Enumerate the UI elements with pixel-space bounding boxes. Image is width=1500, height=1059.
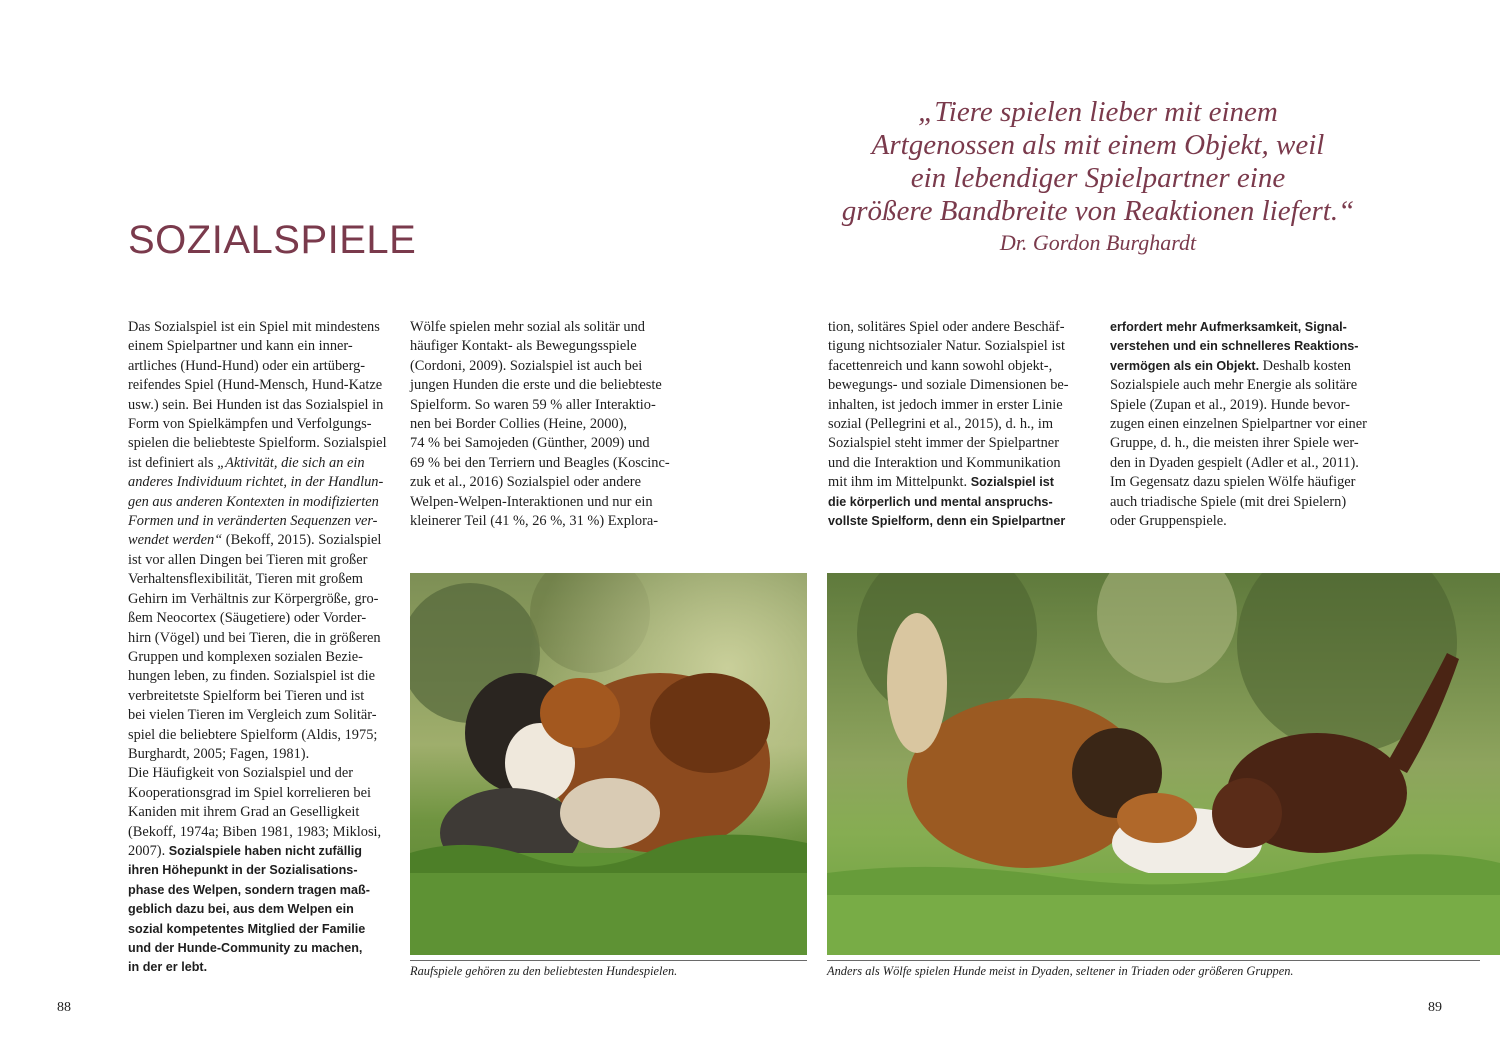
bold-text: geblich dazu bei, aus dem Welpen ein [128, 902, 354, 917]
text-column-4 [1110, 318, 1376, 531]
body-text-line [128, 396, 390, 415]
body-text-line [828, 473, 1090, 492]
body-text-line [828, 454, 1090, 473]
body-text-line [1110, 473, 1376, 492]
text: tion, solitäres Spiel oder andere Beschäf- [828, 319, 1065, 335]
text: Spielform. So waren 59 % aller Interaktio- [410, 396, 656, 413]
body-text-line [128, 415, 390, 434]
text: Gruppen und komplexen sozialen Bezie- [128, 648, 363, 665]
bold-text: phase des Welpen, sondern tragen maß- [128, 882, 370, 897]
body-text-line [410, 512, 672, 531]
text: Spiele (Zupan et al., 2019). Hunde bevor- [1110, 396, 1350, 413]
text: (Cordoni, 2009). Sozialspiel ist auch bei [410, 357, 643, 374]
text: bewegungs- und soziale Dimensionen be- [828, 377, 1069, 394]
body-text-line [128, 590, 390, 609]
text: Deshalb kosten [1259, 357, 1352, 374]
body-text-line [128, 609, 390, 628]
text: oder Gruppenspiele. [1110, 513, 1227, 530]
italic-text: „Aktivität, die sich an ein [217, 454, 365, 471]
body-text-line [128, 842, 390, 861]
text: Verhaltensflexibilität, Tieren mit großem [128, 571, 364, 588]
body-text-line [128, 881, 390, 900]
body-text-line [128, 900, 390, 919]
body-text-line [128, 920, 390, 939]
text: Welpen-Welpen-Interaktionen und nur ein [410, 493, 653, 510]
body-text-line [1110, 454, 1376, 473]
quote-text [818, 96, 1378, 228]
body-text-line [128, 551, 390, 570]
text: häufiger Kontakt- als Bewegungsspiele [410, 338, 637, 355]
bold-text: Sozialspiele haben nicht zufällig [168, 843, 362, 858]
body-text-line [828, 493, 1090, 512]
body-text-line [128, 764, 390, 783]
text: hungen leben, zu finden. Sozialspiel ist die [128, 668, 375, 685]
text: (Bekoff, 2015). Sozialspiel [222, 532, 382, 549]
body-text-line [128, 939, 390, 958]
body-text-line [1110, 512, 1376, 531]
text: jungen Hunden die erste und die beliebteste [410, 377, 662, 394]
body-text-line [128, 687, 390, 706]
text: Sozialspiel steht immer der Spielpartner [828, 435, 1059, 452]
text: den in Dyaden gespielt (Adler et al., 2011). [1110, 454, 1359, 471]
text: einem Spielpartner und kann ein inner- [128, 338, 353, 355]
bold-text: die körperlich und mental anspruchs- [828, 494, 1053, 509]
text: 2007). [128, 842, 169, 859]
text: und die Interaktion und Kommunikation [828, 454, 1061, 471]
text: Kaniden mit ihrem Grad an Geselligkeit [128, 804, 360, 821]
body-text-line [128, 531, 390, 550]
italic-text: gen aus anderen Kontexten in modifizierten [128, 493, 379, 510]
body-text-line [128, 357, 390, 376]
body-text-line [128, 337, 390, 356]
text: kleinerer Teil (41 %, 26 %, 31 %) Explora- [410, 513, 659, 530]
body-text-line [128, 512, 390, 531]
text: bei vielen Tieren im Vergleich zum Solitär- [128, 707, 377, 724]
text-column-1 [128, 318, 390, 978]
body-text-line [128, 648, 390, 667]
body-text-line [128, 376, 390, 395]
text: Wölfe spielen mehr sozial als solitär und [410, 319, 645, 335]
text: usw.) sein. Bei Hunden ist das Sozialspiel in [128, 396, 384, 413]
italic-text: Formen und in veränderten Sequenzen ver- [128, 513, 378, 530]
text-column-3 [828, 318, 1090, 531]
body-text-line [128, 454, 390, 473]
body-text-line [828, 415, 1090, 434]
body-text-line [828, 318, 1090, 337]
body-text-line [410, 396, 672, 415]
body-text-line [128, 958, 390, 977]
text: verbreitetste Spielform bei Tieren und ist [128, 687, 365, 704]
text: zugen einen einzelnen Spielpartner vor einer [1110, 416, 1367, 433]
section-title: SOZIALSPIELE [128, 218, 417, 262]
body-text-line [128, 803, 390, 822]
body-text-line [128, 473, 390, 492]
body-text-line [128, 667, 390, 686]
caption-photo-2: Anders als Wölfe spielen Hunde meist in Dyaden, seltener in Triaden oder größeren Gruppen. [827, 964, 1294, 978]
photo-three-dogs-playing [827, 573, 1500, 955]
bold-text: erfordert mehr Aufmerksamkeit, Signal- [1110, 320, 1347, 334]
body-text-line [128, 434, 390, 453]
body-text-line [828, 512, 1090, 531]
body-text-line [128, 861, 390, 880]
bold-text: und der Hunde-Community zu machen, [128, 941, 363, 955]
caption-photo-1: Raufspiele gehören zu den beliebtesten Hundespielen. [410, 964, 678, 978]
quote-line: „Tiere spielen lieber mit einem [918, 96, 1278, 128]
text: reifendes Spiel (Hund-Mensch, Hund-Katze [128, 377, 383, 394]
caption-rule-2 [827, 960, 1480, 961]
photo-dogs-wrestling [410, 573, 807, 955]
text: Kooperationsgrad im Spiel korrelieren bei [128, 784, 371, 801]
text: zuk et al., 2016) Sozialspiel oder andere [410, 474, 641, 491]
body-text-line [1110, 415, 1376, 434]
quote-line: größere Bandbreite von Reaktionen liefert.“ [841, 195, 1355, 227]
body-text-line [1110, 337, 1376, 356]
body-text-line [410, 454, 672, 473]
caption-rule-1 [410, 960, 807, 961]
text: Burghardt, 2005; Fagen, 1981). [128, 745, 310, 762]
bold-text: sozial kompetentes Mitglied der Familie [128, 921, 366, 936]
text: hirn (Vögel) und bei Tieren, die in größeren [128, 629, 381, 646]
text: ist definiert als [128, 454, 218, 471]
text: Gehirn im Verhältnis zur Körpergröße, gro- [128, 590, 379, 607]
text: Form von Spielkämpfen und Verfolgungs- [128, 416, 372, 433]
body-text-line [410, 376, 672, 395]
text-column-2 [410, 318, 672, 531]
body-text-line [828, 357, 1090, 376]
text: spiel die beliebtere Spielform (Aldis, 1975; [128, 726, 378, 743]
body-text-line [128, 706, 390, 725]
body-text-line [1110, 318, 1376, 337]
text: Die Häufigkeit von Sozialspiel und der [128, 765, 354, 782]
pull-quote [818, 96, 1378, 256]
body-text-line [1110, 376, 1376, 395]
body-text-line [128, 823, 390, 842]
body-text-line [410, 415, 672, 434]
body-text-line [828, 434, 1090, 453]
text: nen bei Border Collies (Heine, 2000), [410, 416, 628, 433]
text: sozial (Pellegrini et al., 2015), d. h., im [828, 416, 1054, 433]
bold-text: vollste Spielform, denn ein Spielpartner [828, 514, 1066, 529]
text: tigung nichtsozialer Natur. Sozialspiel ist [828, 338, 1066, 355]
text: Im Gegensatz dazu spielen Wölfe häufiger [1110, 474, 1356, 491]
body-text-line [1110, 434, 1376, 453]
quote-line: Artgenossen als mit einem Objekt, weil [871, 129, 1325, 161]
body-text-line [1110, 357, 1376, 376]
text: Gruppe, d. h., die meisten ihrer Spiele wer- [1110, 435, 1359, 452]
text: inhalten, ist jedoch immer in erster Linie [828, 396, 1063, 413]
body-text-line [410, 434, 672, 453]
body-text-line [128, 493, 390, 512]
body-text-line [828, 337, 1090, 356]
text: (Bekoff, 1974a; Biben 1981, 1983; Miklosi, [128, 823, 382, 840]
body-text-line [410, 357, 672, 376]
body-text-line [128, 570, 390, 589]
body-text-line [828, 396, 1090, 415]
body-text-line [128, 629, 390, 648]
body-text-line [410, 473, 672, 492]
text: mit ihm im Mittelpunkt. [828, 474, 971, 491]
body-text-line [828, 376, 1090, 395]
italic-text: anderes Individuum richtet, in der Handlun- [128, 474, 384, 491]
text: artliches (Hund-Hund) oder ein artüberg- [128, 357, 366, 374]
italic-text: wendet werden“ [128, 532, 223, 549]
page-number-right: 89 [1428, 1000, 1442, 1015]
bold-text: vermögen als ein Objekt. [1110, 358, 1260, 373]
body-text-line [128, 318, 390, 337]
body-text-line [128, 745, 390, 764]
body-text-line [410, 337, 672, 356]
text: auch triadische Spiele (mit drei Spielern) [1110, 493, 1347, 510]
text: Sozialspiele auch mehr Energie als solitäre [1110, 377, 1358, 394]
text: facettenreich und kann sowohl objekt-, [828, 357, 1053, 374]
body-text-line [128, 784, 390, 803]
text: Das Sozialspiel ist ein Spiel mit mindestens [128, 319, 380, 335]
bold-text: Sozialspiel ist [970, 475, 1055, 490]
text: 74 % bei Samojeden (Günther, 2009) und [410, 435, 650, 452]
quote-line: ein lebendiger Spielpartner eine [910, 162, 1286, 194]
text: 69 % bei den Terriern und Beagles (Koscinc- [410, 454, 670, 471]
text: ist vor allen Dingen bei Tieren mit großer [128, 551, 368, 568]
body-text-line [1110, 493, 1376, 512]
page-number-left: 88 [57, 1000, 71, 1015]
body-text-line [410, 318, 672, 337]
text: spielen die beliebteste Spielform. Sozialspiel [128, 435, 387, 452]
text: ßem Neocortex (Säugetiere) oder Vorder- [128, 610, 367, 627]
quote-author: Dr. Gordon Burghardt [999, 230, 1197, 255]
body-text-line [1110, 396, 1376, 415]
body-text-line [128, 726, 390, 745]
body-text-line [410, 493, 672, 512]
bold-text: in der er lebt. [128, 960, 208, 975]
bold-text: verstehen und ein schnelleres Reaktions- [1110, 339, 1359, 354]
bold-text: ihren Höhepunkt in der Sozialisations- [128, 863, 358, 878]
